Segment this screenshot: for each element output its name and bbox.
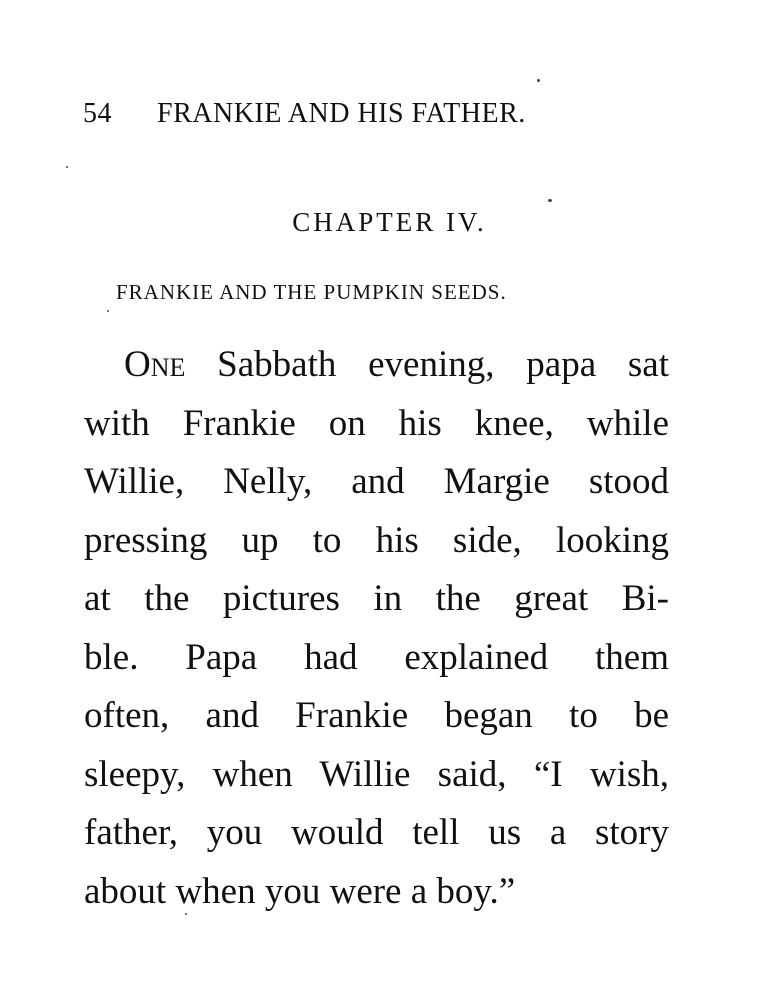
chapter-label: CHAPTER IV. — [292, 207, 487, 237]
paragraph-line: father, you would tell us a story — [84, 812, 669, 853]
ink-speck — [185, 913, 187, 915]
paragraph-line: Willie, Nelly, and Margie stood — [84, 461, 669, 502]
paragraph-line — [84, 336, 669, 395]
paragraph-line: pressing up to his side, looking — [84, 519, 669, 561]
paragraph-line: with Frankie on his knee, while — [84, 402, 669, 444]
running-head — [83, 98, 603, 138]
body-paragraph — [84, 336, 669, 921]
paragraph-line: often, and Frankie began to be — [84, 695, 669, 736]
ink-speck — [66, 166, 68, 168]
chapter-title: FRANKIE AND THE PUMPKIN SEEDS. — [116, 280, 507, 304]
dropword: One — [124, 344, 186, 385]
paragraph-line: sleepy, when Willie said, “I wish, — [84, 753, 669, 795]
ink-speck — [548, 199, 552, 202]
running-title: FRANKIE AND HIS FATHER. — [157, 98, 526, 129]
chapter-heading — [0, 207, 765, 238]
ink-speck — [537, 79, 540, 82]
paragraph-line: at the pictures in the great Bi- — [84, 578, 669, 619]
ink-speck — [107, 310, 109, 312]
page-number: 54 — [83, 98, 112, 129]
paragraph-line: about when you were a boy.” — [84, 870, 516, 912]
paragraph-line-text: Sabbath evening, papa sat — [185, 344, 669, 385]
paragraph-line: ble. Papa had explained them — [84, 636, 669, 678]
